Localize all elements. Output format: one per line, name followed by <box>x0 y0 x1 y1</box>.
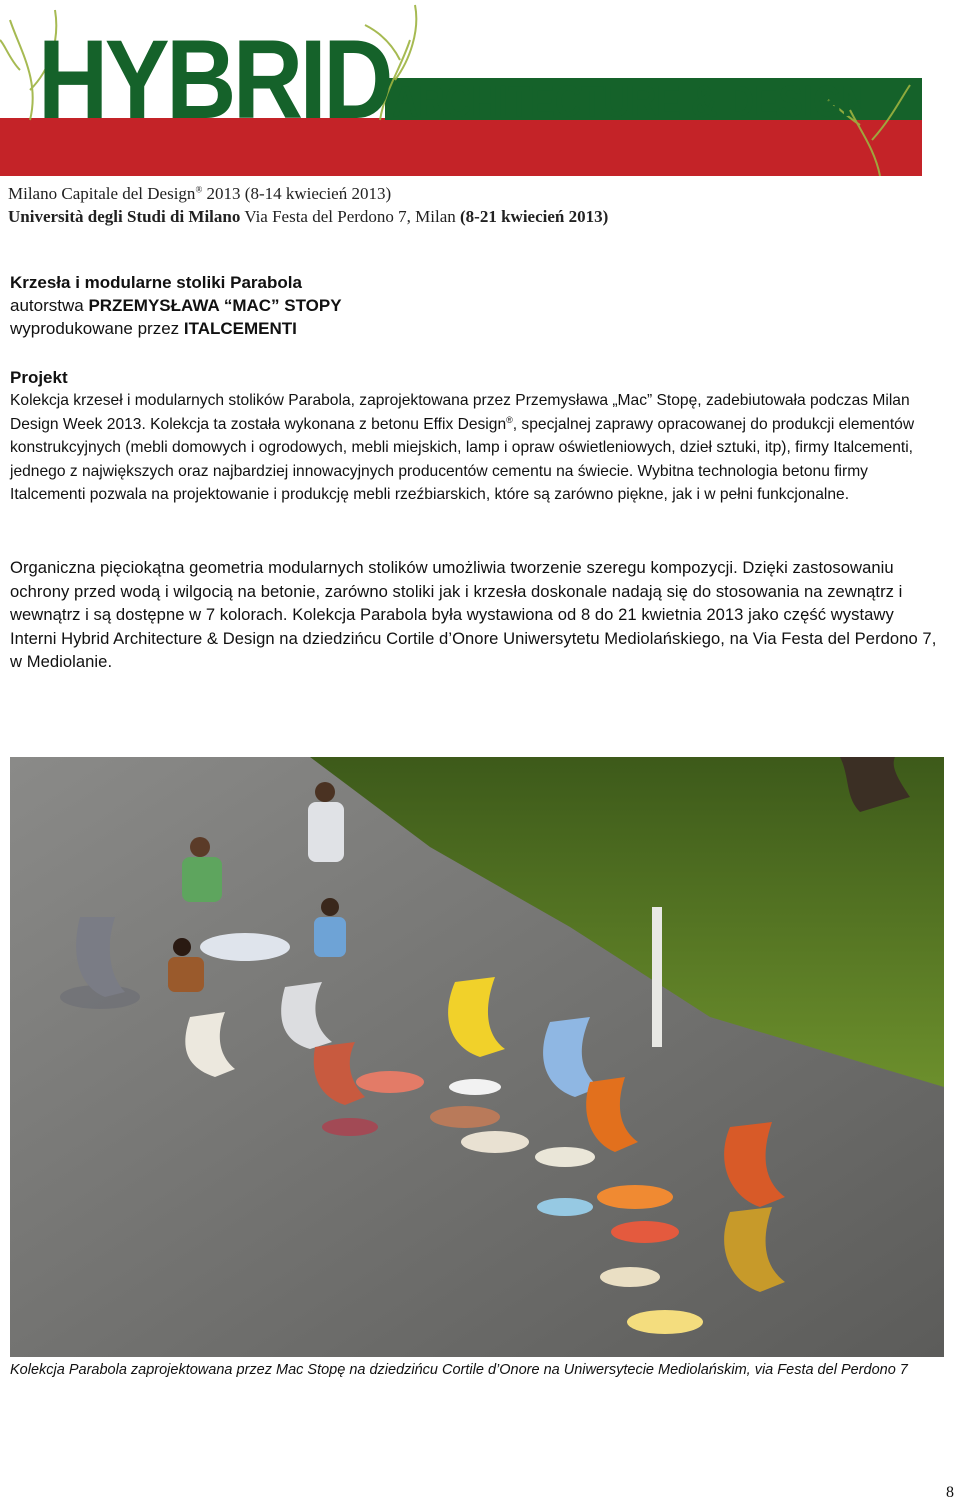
title-line-1: Krzesła i modularne stoliki Parabola <box>10 273 302 292</box>
logo-main-text: HYBRID <box>38 17 391 142</box>
page-number: 8 <box>946 1484 954 1501</box>
university-dates: (8-21 kwiecień 2013) <box>460 207 609 226</box>
company-name: ITALCEMENTI <box>183 319 297 338</box>
venue-line-2 <box>8 207 608 227</box>
header-banner <box>0 0 922 176</box>
venue-line-1 <box>8 184 391 204</box>
registered-mark: ® <box>506 414 513 425</box>
title-line-3 <box>10 317 297 340</box>
paragraph-text: , specjalnej zaprawy opracowanej do produkcji elementów konstrukcyjnych (mebli domowych i ogrodowych, mebli miejskich, lamp i opraw oświetleniowych, dzieł sztuki, itp), firmy Italcementi, jednego z największych oraz najbardziej innowacyjnych producentów cementu na świecie. Wybitna technologia betonu firmy Italcementi pozwala na projektowanie i produkcję mebli rzeźbiarskich, które są zarówno piękne, jak i w pełni funkcjonalne. <box>10 415 915 504</box>
title-line-2 <box>10 294 342 317</box>
venue-address: Via Festa del Perdono 7, Milan <box>240 207 461 226</box>
parabola-photo <box>10 757 944 1357</box>
section-heading: Projekt <box>10 368 68 387</box>
hybrid-logo <box>0 0 922 176</box>
venue-dates: 2013 (8-14 kwiecień 2013) <box>202 184 392 203</box>
logo-sub-text: ARCHITECTURE & DESIGN <box>392 77 868 126</box>
paragraph-text: Kolekcja krzeseł i modularnych stolików Parabola, zaprojektowana przez Przemysława „Mac” Stopę, zadebiutowała podczas Milan Design Week 2013. Kolekcja ta została wykonana z betonu Effix Design <box>10 392 910 433</box>
registered-mark: ® <box>195 184 203 195</box>
venue-name: Milano Capitale del Design <box>8 184 196 203</box>
designer-name: PRZEMYSŁAWA “MAC” STOPY <box>88 296 342 315</box>
photo-caption: Kolekcja Parabola zaprojektowana przez Mac Stopę na dziedzińcu Cortile d’Onore na Uniwersytecie Mediolańskim, via Festa del Perdono 7 <box>10 1362 908 1378</box>
university-name: Università degli Studi di Milano <box>8 207 241 226</box>
title-prefix: autorstwa <box>10 296 89 315</box>
title-prefix: wyprodukowane przez <box>10 319 184 338</box>
photo-illustration <box>10 757 944 1357</box>
paragraph-1 <box>10 389 940 507</box>
paragraph-2: Organiczna pięciokątna geometria modularnych stolików umożliwia tworzenie szeregu kompozycji. Dzięki zastosowaniu ochrony przed wodą i wilgocią na betonie, zarówno stoliki jak i krzesła doskonale nadają się do stosowania na zewnątrz i wewnątrz i są dostępne w 7 kolorach. Kolekcja Parabola była wystawiona od 8 do 21 kwietnia 2013 jako część wystawy Interni Hybrid Architecture & Design na dziedzińcu Cortile d’Onore Uniwersytetu Mediolańskiego, na Via Festa del Perdono 7, w Mediolanie. <box>10 558 937 672</box>
